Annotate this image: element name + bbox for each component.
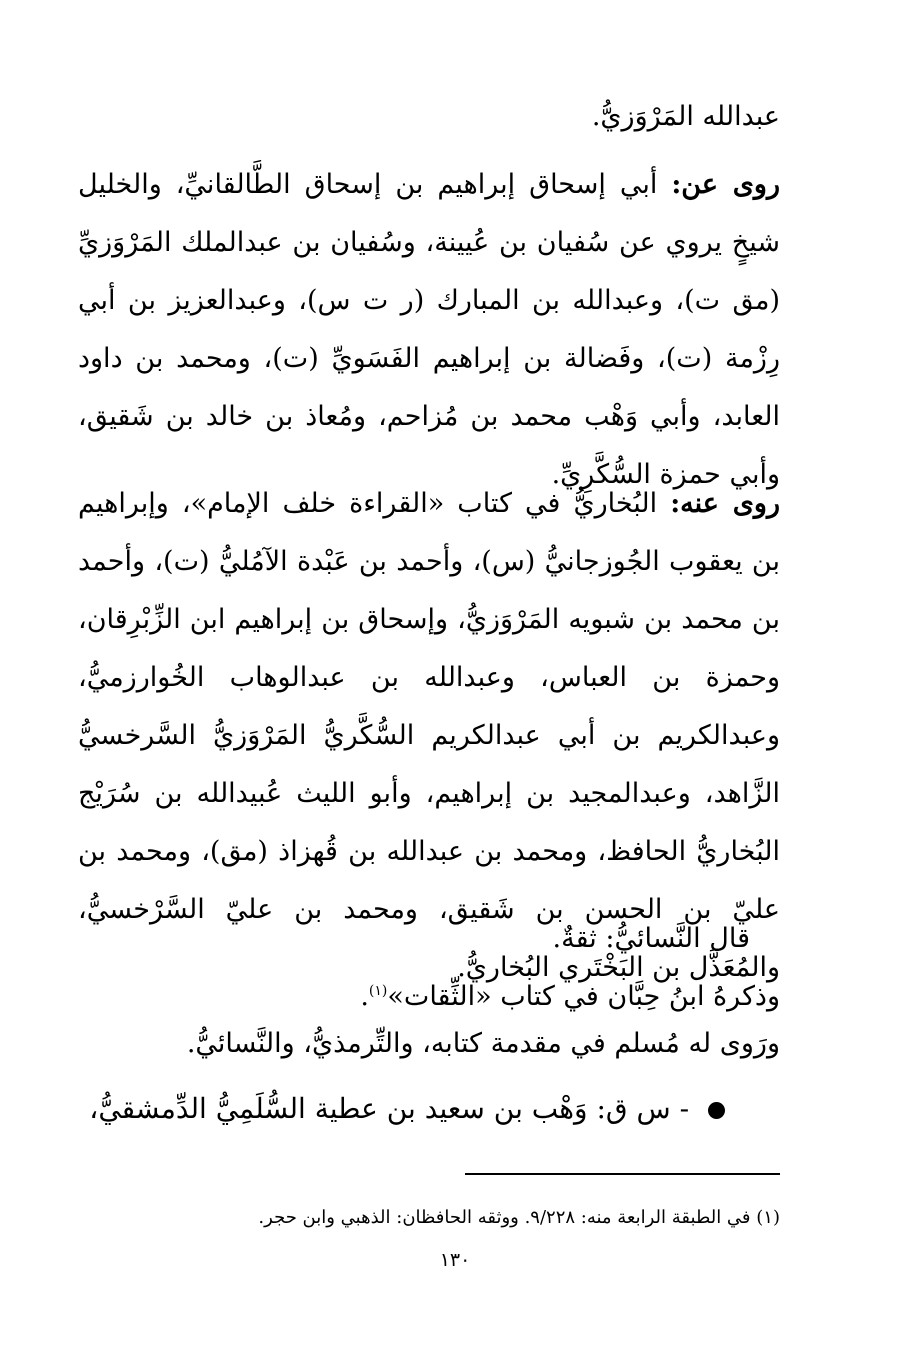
entry-text: وَهْب بن سعيد بن عطية السُّلَمِيُّ الدِّمشقيُّ، — [89, 1092, 588, 1125]
rawa-lahu-line — [187, 1015, 780, 1073]
ibn-hibban-end: . — [360, 981, 369, 1012]
rawa-lahu-text: ورَوى له مُسلم في مقدمة كتابه، والتِّرمذيُّ، والنَّسائيُّ. — [186, 1028, 780, 1059]
footnote-text: في الطبقة الرابعة منه: ٩/٢٢٨. ووثقه الحافظان: الذهبي وابن حجر. — [258, 1207, 751, 1228]
intro-text: عبدالله المَرْوَزيُّ. — [591, 101, 780, 132]
bullet-icon — [708, 1102, 725, 1119]
rawa-an-text: أبي إسحاق إبراهيم بن إسحاق الطَّالقانيِّ، والخليل شيخٍ يروي عن سُفيان بن عُيينة، وسُفيان بن عبدالملك المَرْوَزيِّ (مق ت)، وعبدالله بن المبارك (ر ت س)، وعبدالعزيز بن أبي رِزْمة (ت)، وفَضالة بن إبراهيم الفَسَويِّ (ت)، ومحمد بن داود العابد، وأبي وَهْب محمد بن مُزاحم، ومُعاذ بن خالد بن شَقيق، وأبي حمزة السُّكَّرِيِّ. — [78, 169, 780, 490]
entry-symbols: س ق: — [596, 1092, 671, 1125]
rawa-anhu-label: روى عنه: — [670, 488, 780, 519]
intro-line — [78, 88, 780, 146]
footnote-divider — [465, 1173, 780, 1175]
page-number: ١٣٠ — [439, 1249, 471, 1271]
ibn-hibban-text: وذكرهُ ابنُ حِبَّان في كتاب «الثِّقات» — [387, 981, 780, 1012]
footnote — [78, 1202, 780, 1234]
footnote-reference: (١) — [368, 983, 388, 999]
nasai-text: قال النَّسائيُّ: ثقةٌ. — [552, 923, 750, 954]
rawa-an-paragraph — [78, 156, 780, 504]
nasai-line — [553, 910, 750, 968]
rawa-an-label: روى عن: — [671, 169, 780, 200]
footnote-number: (١) — [756, 1207, 780, 1228]
rawa-anhu-text: البُخاريُّ في كتاب «القراءة خلف الإمام»، وإبراهيم بن يعقوب الجُوزجانيُّ (س)، وأحمد بن عَبْدة الآمُليُّ (ت)، وأحمد بن محمد بن شبويه المَرْوَزيُّ، وإسحاق بن إبراهيم ابن الزِّبْرِقان، وحمزة بن العباس، وعبدالله بن عبدالوهاب الخُوارزميُّ، وعبدالكريم بن أبي عبدالكريم السُّكَّريُّ المَرْوَزيُّ السَّرخسيُّ الزَّاهد، وعبدالمجيد بن إبراهيم، وأبو الليث عُبيدالله بن سُرَيْج البُخاريُّ الحافظ، ومحمد بن عبدالله بن قُهزاذ (مق)، ومحمد بن عليّ بن الحسن بن شَقيق، ومحمد بن عليّ السَّرْخسيُّ، والمُعَذَّل بن البَخْتَري البُخاريُّ. — [78, 488, 780, 983]
next-entry-line: - س ق: وَهْب بن سعيد بن عطية السُّلَمِيُّ الدِّمشقيُّ، — [89, 1080, 725, 1138]
